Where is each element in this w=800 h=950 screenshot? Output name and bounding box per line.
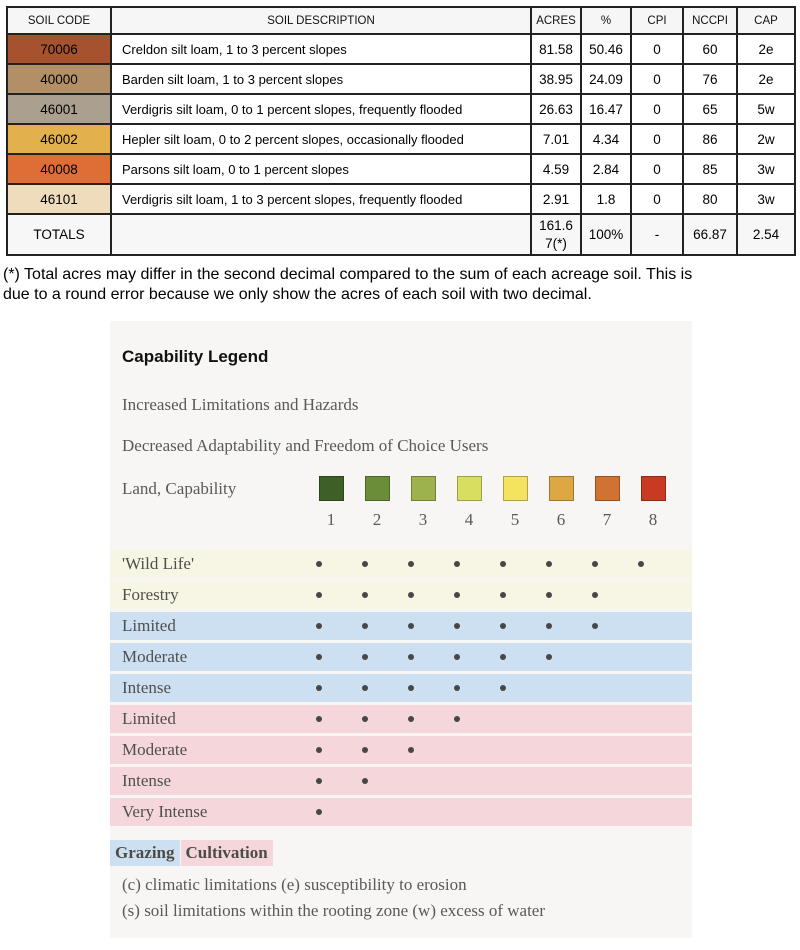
soil-description-cell: Hepler silt loam, 0 to 2 percent slopes, occasionally flooded — [111, 124, 531, 154]
dot-cell — [388, 685, 434, 691]
capability-row--wild-life- — [110, 550, 692, 578]
dot-cell — [480, 685, 526, 691]
dot-cell — [388, 623, 434, 629]
capability-dot — [408, 592, 414, 598]
dot-cell — [434, 716, 480, 722]
capability-dot — [454, 561, 460, 567]
column-header-soil-code: SOIL CODE — [7, 7, 111, 34]
percent-cell: 2.84 — [581, 154, 631, 184]
cap-cell: 5w — [737, 94, 795, 124]
dot-cell — [342, 654, 388, 660]
nccpi-cell: 60 — [683, 34, 737, 64]
cap-cell: 2e — [737, 34, 795, 64]
capability-class-number: 2 — [372, 510, 382, 530]
capability-dot — [316, 685, 322, 691]
totals-percent-cell: 100% — [581, 214, 631, 255]
footnote-line: (*) Total acres may differ in the second decimal compared to the sum of each acreage soil. This is — [3, 266, 693, 283]
dot-cell — [296, 654, 342, 660]
dot-cell — [296, 716, 342, 722]
acres-cell: 26.63 — [531, 94, 581, 124]
acres-rounding-footnote — [3, 265, 798, 304]
capability-dot — [316, 561, 322, 567]
table-row — [7, 34, 795, 64]
capability-class-swatch — [595, 476, 620, 501]
soil-description-cell: Verdigris silt loam, 0 to 1 percent slopes, frequently flooded — [111, 94, 531, 124]
capability-dot — [362, 592, 368, 598]
table-row — [7, 64, 795, 94]
capability-dot — [592, 623, 598, 629]
capability-class-cell — [446, 476, 492, 501]
capability-row-intense — [110, 767, 692, 795]
totals-label: TOTALS — [7, 214, 111, 255]
soil-code-cell: 40008 — [7, 154, 111, 184]
capability-class-number: 8 — [648, 510, 658, 530]
capability-dot — [546, 654, 552, 660]
acres-cell: 7.01 — [531, 124, 581, 154]
legend-subtitle-increased: Increased Limitations and Hazards — [122, 395, 359, 415]
capability-dot — [500, 561, 506, 567]
totals-description-cell — [111, 214, 531, 255]
capability-dot — [454, 623, 460, 629]
capability-class-numbers-row — [122, 510, 692, 530]
table-row — [7, 154, 795, 184]
capability-row-limited — [110, 705, 692, 733]
totals-cpi-cell: - — [631, 214, 683, 255]
dot-cell — [342, 778, 388, 784]
soil-code-cell: 70006 — [7, 34, 111, 64]
capability-row-intense — [110, 674, 692, 702]
table-row — [7, 124, 795, 154]
column-header-cap: CAP — [737, 7, 795, 34]
capability-row-limited — [110, 612, 692, 640]
capability-dot — [408, 654, 414, 660]
dot-cell — [526, 654, 572, 660]
scale-label: Land, Capability — [122, 478, 237, 498]
table-row-totals — [7, 214, 795, 255]
legend-title: Capability Legend — [122, 347, 269, 367]
dot-cell — [342, 623, 388, 629]
dot-cell — [296, 561, 342, 567]
capability-row-label: Moderate — [122, 647, 188, 667]
dot-cell — [618, 561, 664, 567]
cap-cell: 3w — [737, 154, 795, 184]
legend-subtitle-decreased: Decreased Adaptability and Freedom of Choice Users — [122, 436, 489, 456]
cpi-cell: 0 — [631, 94, 683, 124]
dot-cell — [480, 592, 526, 598]
column-header-soil-description: SOIL DESCRIPTION — [111, 7, 531, 34]
capability-class-swatch — [549, 476, 574, 501]
capability-dot — [592, 592, 598, 598]
soil-code-cell: 46101 — [7, 184, 111, 214]
cap-cell: 3w — [737, 184, 795, 214]
capability-dot — [362, 778, 368, 784]
capability-dot — [362, 623, 368, 629]
capability-class-swatch — [457, 476, 482, 501]
cpi-cell: 0 — [631, 124, 683, 154]
capability-dot — [316, 778, 322, 784]
capability-dot — [454, 592, 460, 598]
nccpi-cell: 76 — [683, 64, 737, 94]
capability-scale-row — [122, 476, 692, 501]
capability-row-label: Forestry — [122, 585, 179, 605]
legend-tag-grazing: Grazing — [110, 840, 180, 866]
capability-dot — [362, 685, 368, 691]
capability-row-label: Very Intense — [122, 802, 208, 822]
capability-row-label: 'Wild Life' — [122, 554, 195, 574]
percent-cell: 1.8 — [581, 184, 631, 214]
cap-cell: 2w — [737, 124, 795, 154]
nccpi-cell: 80 — [683, 184, 737, 214]
cpi-cell: 0 — [631, 154, 683, 184]
dot-cell — [572, 623, 618, 629]
acres-cell: 4.59 — [531, 154, 581, 184]
table-header-row — [7, 7, 795, 34]
capability-row-label: Limited — [122, 709, 176, 729]
totals-nccpi-cell: 66.87 — [683, 214, 737, 255]
capability-dot — [362, 654, 368, 660]
capability-dot — [362, 747, 368, 753]
cap-cell: 2e — [737, 64, 795, 94]
dot-cell — [388, 561, 434, 567]
capability-class-number: 4 — [464, 510, 474, 530]
capability-dot — [454, 685, 460, 691]
capability-row-label: Limited — [122, 616, 176, 636]
acres-cell: 81.58 — [531, 34, 581, 64]
acres-cell: 38.95 — [531, 64, 581, 94]
capability-dot — [408, 716, 414, 722]
percent-cell: 24.09 — [581, 64, 631, 94]
capability-dot — [546, 561, 552, 567]
soil-description-cell: Barden silt loam, 1 to 3 percent slopes — [111, 64, 531, 94]
legend-note: (c) climatic limitations (e) susceptibility to erosion — [122, 875, 467, 895]
capability-dot — [316, 592, 322, 598]
capability-row-label: Moderate — [122, 740, 188, 760]
capability-class-swatch — [641, 476, 666, 501]
capability-class-number: 5 — [510, 510, 520, 530]
capability-dot — [500, 592, 506, 598]
capability-dot — [638, 561, 644, 567]
capability-row-label: Intense — [122, 678, 172, 698]
capability-class-number: 3 — [418, 510, 428, 530]
dot-cell — [434, 654, 480, 660]
column-header-nccpi: NCCPI — [683, 7, 737, 34]
dot-cell — [342, 592, 388, 598]
capability-dot — [546, 592, 552, 598]
capability-dot — [454, 654, 460, 660]
capability-class-swatch — [411, 476, 436, 501]
dot-cell — [572, 592, 618, 598]
dot-cell — [296, 685, 342, 691]
capability-class-cell — [400, 476, 446, 501]
dot-cell — [342, 561, 388, 567]
percent-cell: 4.34 — [581, 124, 631, 154]
dot-cell — [526, 561, 572, 567]
dot-cell — [480, 623, 526, 629]
capability-dot — [316, 809, 322, 815]
dot-cell — [388, 654, 434, 660]
acres-cell: 2.91 — [531, 184, 581, 214]
capability-dot — [408, 623, 414, 629]
capability-class-swatch — [319, 476, 344, 501]
totals-acres-cell: 161.67(*) — [531, 214, 581, 255]
dot-cell — [388, 592, 434, 598]
capability-class-number: 6 — [556, 510, 566, 530]
capability-dot — [408, 561, 414, 567]
capability-dot — [316, 654, 322, 660]
soil-description-cell: Parsons silt loam, 0 to 1 percent slopes — [111, 154, 531, 184]
capability-dot — [316, 623, 322, 629]
capability-row-very-intense — [110, 798, 692, 826]
capability-dot — [408, 747, 414, 753]
footnote-line: due to a round error because we only show the acres of each soil with two decimal. — [3, 285, 592, 303]
percent-cell: 16.47 — [581, 94, 631, 124]
nccpi-cell: 85 — [683, 154, 737, 184]
capability-dot — [592, 561, 598, 567]
totals-cap-cell: 2.54 — [737, 214, 795, 255]
capability-row-moderate — [110, 643, 692, 671]
dot-cell — [296, 778, 342, 784]
capability-dot — [316, 716, 322, 722]
capability-class-swatch — [503, 476, 528, 501]
column-header-cpi: CPI — [631, 7, 683, 34]
legend-footer-tags — [110, 840, 692, 866]
capability-class-cell — [492, 476, 538, 501]
capability-class-cell — [538, 476, 584, 501]
soil-code-cell: 46001 — [7, 94, 111, 124]
dot-cell — [434, 592, 480, 598]
capability-dot — [316, 747, 322, 753]
capability-class-number: 1 — [326, 510, 336, 530]
soil-description-cell: Creldon silt loam, 1 to 3 percent slopes — [111, 34, 531, 64]
capability-dot — [500, 685, 506, 691]
legend-tag-cultivation: Cultivation — [181, 840, 273, 866]
capability-class-cell — [308, 476, 354, 501]
dot-cell — [434, 685, 480, 691]
capability-class-swatch — [365, 476, 390, 501]
capability-dot — [362, 561, 368, 567]
capability-dot — [500, 654, 506, 660]
dot-cell — [526, 623, 572, 629]
capability-dot — [362, 716, 368, 722]
legend-notes — [110, 874, 692, 923]
legend-note: (s) soil limitations within the rooting zone (w) excess of water — [122, 901, 546, 921]
nccpi-cell: 65 — [683, 94, 737, 124]
dot-cell — [388, 747, 434, 753]
nccpi-cell: 86 — [683, 124, 737, 154]
dot-cell — [342, 716, 388, 722]
capability-class-cell — [584, 476, 630, 501]
column-header-acres: ACRES — [531, 7, 581, 34]
capability-row-forestry — [110, 581, 692, 609]
soil-code-cell: 40000 — [7, 64, 111, 94]
dot-cell — [434, 561, 480, 567]
dot-cell — [296, 623, 342, 629]
table-row — [7, 94, 795, 124]
dot-cell — [296, 809, 342, 815]
numbers-row-spacer — [122, 510, 308, 530]
dot-cell — [342, 747, 388, 753]
capability-dot — [454, 716, 460, 722]
capability-dot — [546, 623, 552, 629]
capability-row-label: Intense — [122, 771, 172, 791]
capability-class-cell — [630, 476, 676, 501]
dot-cell — [342, 685, 388, 691]
dot-cell — [572, 561, 618, 567]
soil-report-table — [6, 6, 796, 256]
dot-cell — [388, 716, 434, 722]
capability-dot — [500, 623, 506, 629]
dot-cell — [296, 592, 342, 598]
dot-cell — [480, 561, 526, 567]
cpi-cell: 0 — [631, 64, 683, 94]
cpi-cell: 0 — [631, 34, 683, 64]
capability-legend-panel — [110, 321, 692, 938]
capability-class-number: 7 — [602, 510, 612, 530]
dot-cell — [434, 623, 480, 629]
percent-cell: 50.46 — [581, 34, 631, 64]
dot-cell — [480, 654, 526, 660]
soil-description-cell: Verdigris silt loam, 1 to 3 percent slopes, frequently flooded — [111, 184, 531, 214]
cpi-cell: 0 — [631, 184, 683, 214]
capability-row-moderate — [110, 736, 692, 764]
capability-dot — [408, 685, 414, 691]
table-row — [7, 184, 795, 214]
soil-code-cell: 46002 — [7, 124, 111, 154]
dot-cell — [526, 592, 572, 598]
column-header--: % — [581, 7, 631, 34]
capability-matrix — [110, 550, 692, 826]
dot-cell — [296, 747, 342, 753]
capability-class-cell — [354, 476, 400, 501]
